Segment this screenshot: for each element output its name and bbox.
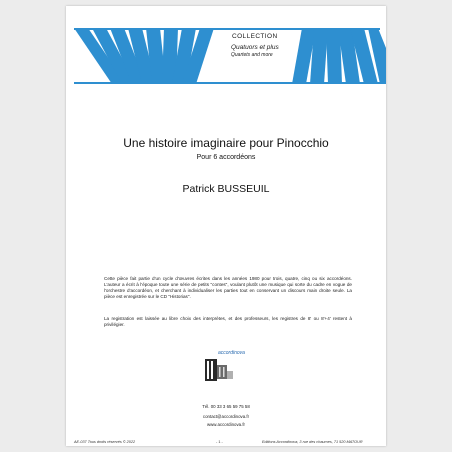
instrumentation: Pour 6 accordéons xyxy=(196,154,256,161)
composer-name: Patrick BUSSEUIL xyxy=(182,183,270,195)
accordinova-logo xyxy=(203,351,249,385)
right-rays xyxy=(292,28,386,84)
banner-graphic xyxy=(66,28,386,84)
collection-subtitle: Quatuors et plus xyxy=(231,44,279,51)
left-rays xyxy=(74,28,214,84)
registration-paragraph: La registration est laissée au libre choix des interprètes, et des professeurs, les registres de 8' ou 8'+4' restent à privilégier. xyxy=(104,316,352,328)
contact-email[interactable]: contact@accordinova.fr xyxy=(202,414,250,419)
collection-banner xyxy=(66,28,386,84)
contact-phone: Tél. 00 33 3 65 59 75 58 xyxy=(202,404,250,409)
collection-title: COLLECTION xyxy=(232,33,278,40)
sheet-music-cover-page xyxy=(66,6,386,446)
contact-website[interactable]: www.accordinova.fr xyxy=(206,422,246,427)
collection-subtitle-english: Quartets and more xyxy=(231,52,273,58)
logo-wordmark: accordinova xyxy=(218,350,245,356)
footer-page-number: - 1 - xyxy=(216,440,223,444)
piece-title: Une histoire imaginaire pour Pinocchio xyxy=(123,136,329,150)
footer-publisher-address: Editions Accordinova, 3 rue des chaumes, 71 520 MATOUR xyxy=(262,440,363,444)
accordion-icon xyxy=(203,351,249,385)
description-paragraph: Cette pièce fait partie d'un cycle d'œuvres écrites dans les années 1980 pour trois, quatre, cinq ou six accordéons. L'auteur a écrit à l'époque toute une série de petits "contes", voulant plutôt une musique qui sorte du cadre en vogue de l'orchestre d'accordéon, et cherchant à individualiser les parties tout en conservant un discours main droite seule. La pièce est enregistrée sur le CD "Historias". xyxy=(104,276,352,300)
footer-catalog-copyright: AE-037 Tous droits réservés © 2022 xyxy=(74,440,136,444)
